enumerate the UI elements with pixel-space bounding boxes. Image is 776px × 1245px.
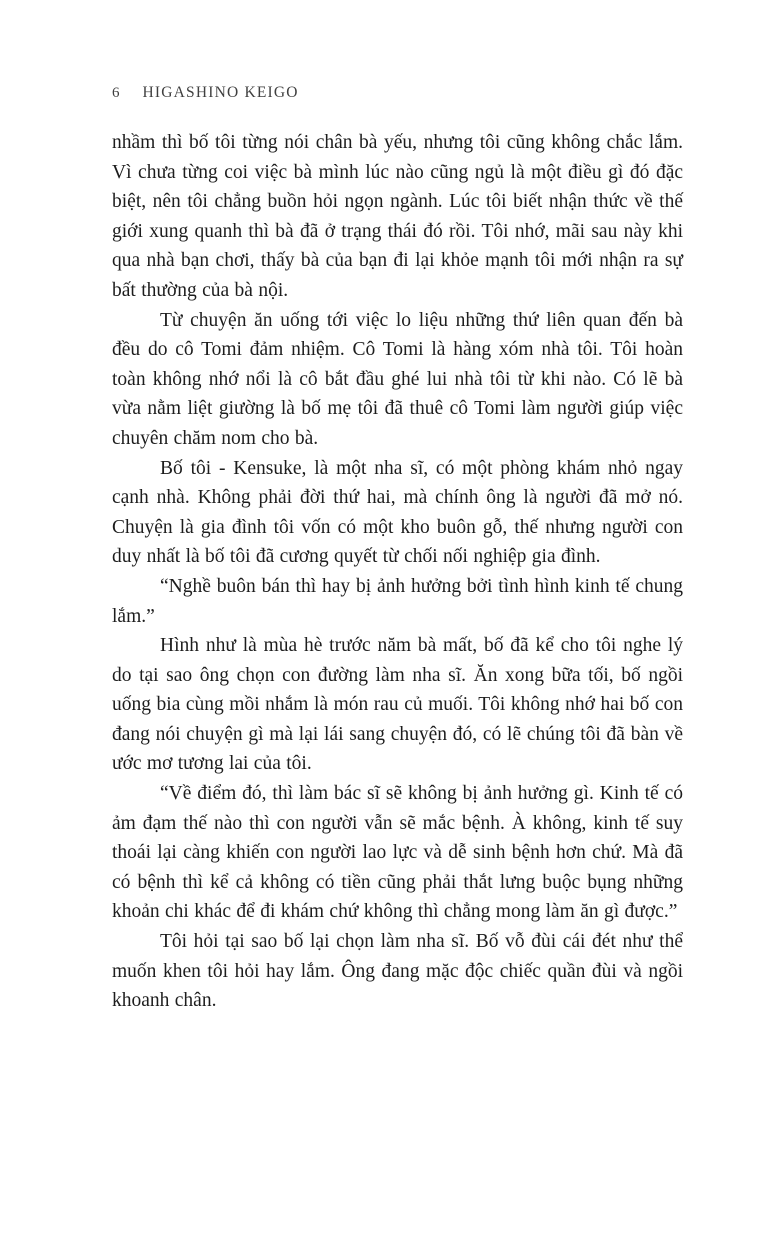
paragraph: Bố tôi - Kensuke, là một nha sĩ, có một phòng khám nhỏ ngay cạnh nhà. Không phải đời thứ hai, mà chính ông là người đã mở nó. Chuyện là gia đình tôi vốn có một kho buôn gỗ, thế nhưng người con duy nhất là bố tôi đã cương quyết từ chối nối nghiệp gia đình. xyxy=(112,457,683,568)
paragraph: Tôi hỏi tại sao bố lại chọn làm nha sĩ. Bố vỗ đùi cái đét như thể muốn khen tôi hỏi hay lắm. Ông đang mặc độc chiếc quần đùi và ngồi khoanh chân. xyxy=(112,931,683,1012)
paragraph: nhầm thì bố tôi từng nói chân bà yếu, nhưng tôi cũng không chắc lắm. Vì chưa từng coi việc bà mình lúc nào cũng ngủ là một điều gì đó đặc biệt, nên tôi chẳng buồn hỏi ngọn ngành. Lúc tôi biết nhận thức về thế giới xung quanh thì bà đã ở trạng thái đó rồi. Tôi nhớ, mãi sau này khi qua nhà bạn chơi, thấy bà của bạn đi lại khỏe mạnh tôi mới nhận ra sự bất thường của bà nội. xyxy=(112,132,683,301)
paragraph: Hình như là mùa hè trước năm bà mất, bố đã kể cho tôi nghe lý do tại sao ông chọn con đường làm nha sĩ. Ăn xong bữa tối, bố ngồi uống bia cùng mồi nhắm là món rau củ muối. Tôi không nhớ hai bố con đang nói chuyện gì mà lại lái sang chuyện đó, có lẽ chúng tôi đã bàn về ước mơ tương lai của tôi. xyxy=(112,635,683,775)
paragraph: “Nghề buôn bán thì hay bị ảnh hưởng bởi tình hình kinh tế chung lắm.” xyxy=(112,575,683,627)
page-body xyxy=(112,128,683,1016)
running-head-author: HIGASHINO KEIGO xyxy=(142,84,299,101)
running-header xyxy=(112,84,683,102)
page-number: 6 xyxy=(112,85,120,101)
paragraph: “Về điểm đó, thì làm bác sĩ sẽ không bị ảnh hưởng gì. Kinh tế có ảm đạm thế nào thì con người vẫn sẽ mắc bệnh. À không, kinh tế suy thoái lại càng khiến con người lao lực và dễ sinh bệnh hơn chứ. Mà đã có bệnh thì kể cả không có tiền cũng phải thắt lưng buộc bụng những khoản chi khác để đi khám chứ không thì chẳng mong làm ăn gì được.” xyxy=(112,783,683,923)
paragraph: Từ chuyện ăn uống tới việc lo liệu những thứ liên quan đến bà đều do cô Tomi đảm nhiệm. Cô Tomi là hàng xóm nhà tôi. Tôi hoàn toàn không nhớ nổi là cô bắt đầu ghé lui nhà tôi từ khi nào. Có lẽ bà vừa nằm liệt giường là bố mẹ tôi đã thuê cô Tomi làm người giúp việc chuyên chăm nom cho bà. xyxy=(112,309,683,449)
